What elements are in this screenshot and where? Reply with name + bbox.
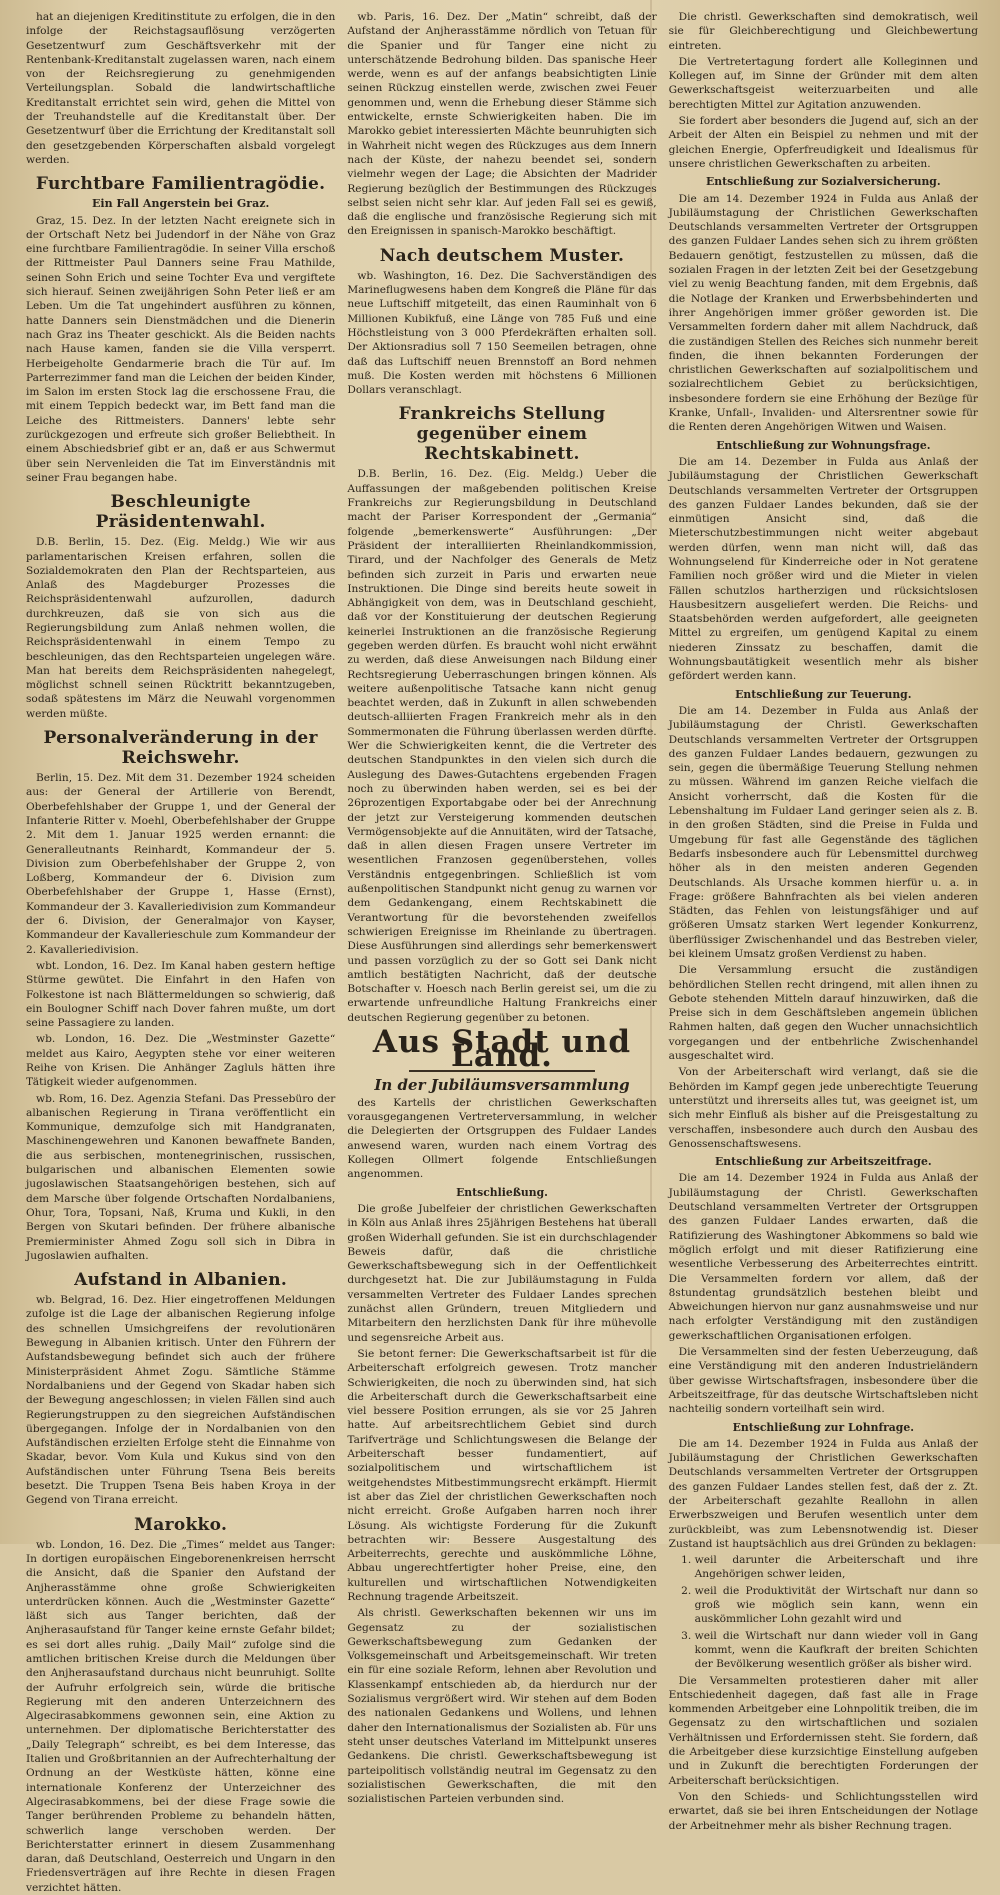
article-headline: Frankreichs Stellung gegenüber einem Rechtskabinett. [398, 404, 606, 465]
section-masthead: Aus Stadt und Land. [372, 1024, 632, 1075]
article-paragraph: D.B. Berlin, 15. Dez. (Eig. Meldg.) Wie wir aus parlamentarischen Kreisen erfahren, sollen die Sozialdemokraten den Plan der Rechtsparteien, aus Anlaß des Magdeburger Prozesses die Reichspräsidentenwahl aufzurollen, dadurch durchkreuzen, daß sie von sich aus die Regierungsbildung zum Anlaß nehmen wollen, die Reichspräsidentenwahl in einem Tempo zu beschleunigen, das den Rechtsparteien ungelegen wäre. Man hat bereits dem Reichspräsidenten nahegelegt, möglichst schnell seinen Rücktritt bekanntzugeben, sodaß spätestens im März die Neuwahl vorgenommen werden müßte. [26, 536, 336, 720]
article-paragraph: hat an diejenigen Kreditinstitute zu erfolgen, die in den infolge der Reichstagsauflösung verzögerten Gesetzentwurf zum Geschäftsverkehr mit der Rentenbank-Kreditanstalt zugelassen waren, nach einem von der Reichsregierung zu genehmigenden Verteilungsplan. Sobald die landwirtschaftliche Kreditanstalt errichtet sein wird, gehen die Mittel von der Treuhandstelle auf die Kreditanstalt über. Der Gesetzentwurf über die Errichtung der Kreditanstalt soll den gesetzgebenden Körperschaften alsbald vorgelegt werden. [26, 11, 336, 166]
list-item: 2. weil die Produktivität der Wirtschaft nur dann so groß wie möglich sein kann, wenn ein auskömmlicher Lohn gezahlt wird und [695, 1584, 978, 1627]
article-paragraph: Die Versammelten protestieren daher mit aller Entschiedenheit dagegen, daß fast alle in Frage kommenden Arbeitgeber eine Lohnpolitik treiben, die im Gegensatz zu den wirtschaftlichen und sozialen Verhältnissen und Erfordernissen steht. Sie fordern, daß die Arbeitgeber diese kurzsichtige Einstellung aufgeben und in Zukunft die berechtigten Forderungen der Arbeiterschaft berücksichtigen. [668, 1674, 978, 1787]
article-paragraph: wb. Washington, 16. Dez. Die Sachverständigen des Marineflugwesens haben dem Kongreß die Pläne für das neue Luftschiff mitgeteilt, das einen Rauminhalt von 6 Millionen Kubikfuß, eine Länge von 785 Fuß und eine Höchstleistung von 3 000 Pferdekräften erhalten soll. Der Aktionsradius soll 7 150 Seemeilen betragen, ohne daß das Luftschiff neuen Brennstoff an Bord nehmen muß. Die Kosten werden mit höchstens 6 Millionen Dollars veranschlagt. [347, 269, 657, 397]
resolution-heading: Entschließung zur Wohnungsfrage. [716, 438, 931, 452]
article-paragraph: Die Versammelten sind der festen Ueberzeugung, daß eine Verständigung mit den anderen Industrieländern über gewisse Wirtschaftsfragen, insbesondere über die Arbeitszeitfrage, für das deutsche Wirtschaftsleben nicht nachteilig sondern vorteilhaft sein wird. [668, 1346, 978, 1416]
article-headline: Furchtbare Familientragödie. [35, 174, 326, 195]
article-paragraph: Die christl. Gewerkschaften sind demokratisch, weil sie für Gleichberechtigung und Gleichbewertung eintreten. [668, 11, 978, 52]
resolution-heading: Entschließung zur Lohnfrage. [732, 1420, 914, 1434]
numbered-list [683, 1553, 978, 1671]
article-headline: Personalveränderung in der Reichswehr. [43, 728, 318, 769]
columns [26, 10, 978, 1894]
article-headline: Nach deutschem Muster. [379, 245, 625, 266]
article-paragraph: Die große Jubelfeier der christlichen Gewerkschaften in Köln aus Anlaß ihres 25jährigen Bestehens hat überall großen Widerhall gefunden. Sie ist ein durchschlagender Beweis dafür, daß die christliche Gewerkschaftsbewegung sich in der Oeffentlichkeit durchgesetzt hat. Die zur Jubiläumstagung in Fulda versammelten Vertreter des Fuldaer Landes sprechen zunächst allen Gründern, treuen Mitgliedern und Mitarbeitern den herzlichsten Dank für ihre mühevolle und segensreiche Arbeit aus. [347, 1202, 657, 1344]
resolution-heading: Entschließung. [456, 1185, 548, 1199]
article-paragraph: Die am 14. Dezember in Fulda aus Anlaß der Jubiläumstagung der Christlichen Gewerkschaft Deutschlands versammelten Vertreter der Ortsgruppen des ganzen Fuldaer Landes bekunden, daß sie der einmütigen Ansicht sind, daß die Mieterschutzbestimmungen nicht weiter abgebaut werden dürfen, wenn man nicht will, daß das Wohnungselend für Kinderreiche oder in Not geratene Familien noch größer wird und die Mieter in vielen Fällen schutzlos hartherzigen und rücksichtslosen Hausbesitzern ausgeliefert werden. Die Reichs- und Staatsbehörden werden aufgefordert, alle geeigneten Mittel zu ergreifen, um genügend Kapital zu einem niederen Zinssatz zu beschaffen, damit die Wohnungsbautätigkeit wesentlich mehr als bisher gefördert werden kann. [668, 455, 978, 683]
article-paragraph: Die am 14. Dezember 1924 in Fulda aus Anlaß der Jubiläumstagung der Christlichen Gewerkschaften Deutschlands versammelten Vertreter der Ortsgruppen des ganzen Fuldaer Landes stellen fest, daß der z. Zt. der Arbeiterschaft gezahlte Reallohn in allen Erwerbszweigen und Berufen wesentlich unter dem zurückbleibt, was zum Lebensnotwendig ist. Dieser Zustand ist hauptsächlich aus drei Gründen zu beklagen: [668, 1437, 978, 1550]
article-headline: Marokko. [134, 1514, 228, 1535]
section-heading: In der Jubiläumsversammlung [374, 1075, 630, 1094]
article-paragraph: Sie betont ferner: Die Gewerkschaftsarbeit ist für die Arbeiterschaft erfolgreich gewesen. Trotz mancher Schwierigkeiten, die noch zu überwinden sind, hat sich die Arbeiterschaft durch die Gewerkschaftsarbeit eine viel bessere Position errungen, als sie vor 25 Jahren hatte. Auf arbeitsrechtlichem Gebiet sind durch Tarifverträge und Schlichtungswesen die Belange der Arbeiterschaft besser fundamentiert, auf sozialpolitischem und wirtschaftlichem ist weitgehendstes Mitbestimmungsrecht erkämpft. Hiermit ist aber das Ziel der christlichen Gewerkschaften noch nicht erreicht. Große Aufgaben harren noch ihrer Lösung. Als wichtigste Forderung für die Zukunft betrachten wir: Bessere Ausgestaltung des Arbeiterrechts, gerechte und auskömmliche Löhne, Abbau ungerechtfertigter hoher Preise, eine, den kulturellen und wirtschaftlichen Notwendigkeiten Rechnung tragende Arbeitszeit. [347, 1347, 657, 1603]
article-headline: Aufstand in Albanien. [74, 1270, 288, 1291]
article-paragraph: des Kartells der christlichen Gewerkschaften vorausgegangenen Vertreterversammlung, in welcher die Delegierten der Ortsgruppen des Fuldaer Landes anwesend waren, wurden nach einem Vortrag des Kollegen Ollmert folgende Entschließungen angenommen. [347, 1096, 657, 1181]
column-1 [26, 10, 336, 1894]
page-crease [650, 0, 652, 1544]
article-headline: Beschleunigte Präsidentenwahl. [95, 492, 266, 533]
column-2 [347, 10, 657, 1806]
column-3 [668, 10, 978, 1832]
article-paragraph: wb. Rom, 16. Dez. Agenzia Stefani. Das Pressebüro der albanischen Regierung in Tirana veröffentlicht ein Kommunique, demzufolge sich mit Handgranaten, Maschinengewehren und Kanonen bewaffnete Banden, die aus serbischen, montenegrinischen, russischen, bulgarischen und albanischen Elementen sowie jugoslawischen Staatsangehörigen bestehen, sich auf dem Marsche über folgende Ortschaften Nordalbaniens, Ohur, Tora, Topsani, Naß, Kruma und Kukli, in den Bergen von Skutari befinden. Der frühere albanische Premierminister Ahmed Zogu soll sich in Dibra in Jugoslawien aufhalten. [26, 1092, 336, 1262]
list-item: 3. weil die Wirtschaft nur dann wieder voll in Gang kommt, wenn die Kaufkraft der breiten Schichten der Bevölkerung wesentlich größer als bisher wird. [695, 1629, 978, 1672]
article-paragraph: Graz, 15. Dez. In der letzten Nacht ereignete sich in der Ortschaft Netz bei Judendorf in der Nähe von Graz eine furchtbare Familientragödie. In seiner Villa erschoß der Rittmeister Paul Danners seine Frau Mathilde, seinen Sohn Erich und seine Tochter Eva und vergiftete sich hierauf. Seinen zweijährigen Sohn Peter ließ er am Leben. Um die Tat ungehindert ausführen zu können, hatte Danners sein Dienstmädchen und die Dienerin nach Graz ins Theater geschickt. Als die Beiden nachts nach Hause kamen, fanden sie die Villa versperrt. Herbeigeholte Gendarmerie brach die Tür auf. Im Parterrezimmer fand man die Leichen der beiden Kinder, im Salon im ersten Stock lag die erschossene Frau, die mit einem Teppich bedeckt war, im Bett fand man die Leiche des Rittmeisters. Danners' lebte sehr zurückgezogen und erfreute sich großer Beliebtheit. In einem Abschiedsbrief gibt er an, daß er aus Schwermut über sein Nervenleiden die Tat im Einverständnis mit seiner Frau begangen habe. [26, 214, 336, 484]
article-paragraph: Von der Arbeiterschaft wird verlangt, daß sie die Behörden im Kampf gegen jede unberechtigte Teuerung unterstützt und ihrerseits alles tut, was geeignet ist, um sich mehr Einfluß als bisher auf die Preisgestaltung zu verschaffen, insbesondere auch durch den Ausbau des Genossenschaftswesens. [668, 1066, 978, 1150]
article-paragraph: Als christl. Gewerkschaften bekennen wir uns im Gegensatz zu der sozialistischen Gewerkschaftsbewegung zum Gedanken der Volksgemeinschaft und Arbeitsgemeinschaft. Wir treten ein für eine soziale Reform, lehnen aber Revolution und Klassenkampf entschieden ab, da hierdurch nur der Sozialismus vergrößert wird. Wir stehen auf dem Boden des nationalen Gedankens und Wollens, und lehnen daher den Internationalismus der Sozialisten ab. Für uns steht unser deutsches Vaterland im Mittelpunkt unseres Gedankens. Die christl. Gewerkschaftsbewegung ist parteipolitisch vollständig neutral im Gegensatz zu den sozialistischen Gewerkschaften, die mit den sozialistischen Parteien verbunden sind. [347, 1607, 657, 1806]
article-paragraph: Berlin, 15. Dez. Mit dem 31. Dezember 1924 scheiden aus: der General der Artillerie von Berendt, Oberbefehlshaber der Gruppe 1, und der General der Infanterie Ritter v. Moehl, Oberbefehlshaber der Gruppe 2. Mit dem 1. Januar 1925 werden ernannt: die Generalleutnants Reinhardt, Kommandeur der 5. Division zum Oberbefehlshaber der Gruppe 2, von Loßberg, Kommandeur der 6. Division zum Oberbefehlshaber der Gruppe 1, Hasse (Ernst), Kommandeur der 3. Kavalleriedivision zum Kommandeur der 6. Division, der Generalmajor von Kayser, Kommandeur der Kavallerieschule zum Kommandeur der 2. Kavalleriedivision. [26, 772, 336, 956]
resolution-heading: Entschließung zur Teuerung. [735, 687, 912, 701]
article-paragraph: Die Versammlung ersucht die zuständigen behördlichen Stellen recht dringend, mit allen ihnen zu Gebote stehenden Mitteln darauf hinzuwirken, daß die Preise sich in dem Geschäftsleben angemein üblichen Rahmen halten, daß gegen den Wucher unnachsichtlich vorgegangen und der entbehrliche Zwischenhandel ausgeschaltet wird. [668, 964, 978, 1063]
article-paragraph: D.B. Berlin, 16. Dez. (Eig. Meldg.) Ueber die Auffassungen der maßgebenden politischen Kreise Frankreichs zur Regierungsbildung in Deutschland macht der Pariser Korrespondent der „Germania“ folgende „bemerkenswerte“ Ausführungen: „Der Präsident der interalliierten Rheinlandkommission, Tirard, und der Nachfolger des Generals de Metz befinden sich zurzeit in Paris und erwarten neue Instruktionen. Die Dinge sind bereits heute soweit in Abhängigkeit von dem, was in Deutschland geschieht, daß vor der Konstituierung der deutschen Regierung keinerlei Instruktionen an die französische Regierung gegeben werden dürfen. Es braucht wohl nicht erwähnt zu werden, daß diese Anweisungen nach Bildung einer Rechtsregierung Ueberraschungen bringen können. Als weitere außenpolitische Tatsache kann nicht genug beachtet werden, daß in Zukunft in allen schwebenden deutsch-alliierten Fragen Frankreich mehr als in den Sommermonaten die Führung überlassen werden dürfte. Wer die Schwierigkeiten kennt, die die Vertreter des deutschen Standpunktes in den vielen sich durch die Auslegung des Dawes-Gutachtens ergebenden Fragen noch zu überwinden haben werden, sei es bei der 26prozentigen Exportabgabe oder bei der Anrechnung der jetzt zur Versteigerung kommenden deutschen Vermögensobjekte auf die Annuitäten, wird der Tatsache, daß in allen diesen Fragen unsere Vertreter im wesentlichen Franzosen gegenüberstehen, volles Verständnis entgegenbringen. Schließlich ist vom außenpolitischen Standpunkt nicht genug zu warnen vor dem Gedankengang, einem Rechtskabinett die Verantwortung für die bevorstehenden zweifellos schwierigen Ereignisse im Rheinlande zu übertragen. Diese Ausführungen sind allerdings sehr bemerkenswert und passen vorzüglich zu der so Gott sei Dank nicht amtlich bestätigten Nachricht, daß der deutsche Botschafter v. Hoesch nach Berlin gereist sei, um die zu erwartende unfreundliche Haltung Frankreichs einer deutschen Regierung gegenüber zu betonen. [347, 468, 657, 1024]
article-paragraph: wb. London, 16. Dez. Die „Westminster Gazette“ meldet aus Kairo, Aegypten stehe vor einer weiteren Reihe von Krisen. Die Anhänger Zagluls hätten ihre Tätigkeit wieder aufgenommen. [26, 1033, 336, 1089]
article-paragraph: Die Vertretertagung fordert alle Kolleginnen und Kollegen auf, im Sinne der Gründer mit dem alten Gewerkschaftsgeist weiterzuarbeiten und alle berechtigten Mittel zur Agitation anzuwenden. [668, 55, 978, 111]
article-paragraph: Die am 14. Dezember in Fulda aus Anlaß der Jubiläumstagung der Christl. Gewerkschaften Deutschlands versammelten Vertreter der Ortsgruppen des ganzen Fuldaer Landes bedauern, gezwungen zu sein, gegen die übermäßige Teuerung Stellung nehmen zu müssen. Während im ganzen Reiche vielfach die Ansicht vorherrscht, daß die Kosten für die Lebenshaltung im Fuldaer Land geringer seien als z. B. in den großen Städten, sind die Preise in Fulda und Umgebung für fast alle Gegenstände des täglichen Bedarfs insbesondere auch für Lebensmittel durchweg höher als in den meisten anderen Gegenden Deutschlands. Als Ursache kommen hierfür u. a. in Frage: größere Bahnfrachten als bei vielen anderen Städten, das Fehlen von leistungsfähiger und auf größeren Umsatz starken Wert legender Konkurrenz, überflüssiger Zwischenhandel und das Bestreben vieler, bei kleinem Umsatz großen Verdienst zu haben. [668, 704, 978, 960]
article-paragraph: Die am 14. Dezember 1924 in Fulda aus Anlaß der Jubiläumstagung der Christl. Gewerkschaften Deutschland versammelten Vertreter der Ortsgruppen des ganzen Fuldaer Landes erwarten, daß die Ratifizierung des Washingtoner Abkommens so bald wie möglich erfolgt und mit dieser Ratifizierung eine wesentliche Verbesserung des Arbeiterrechtes eintritt. Die Versammelten fordern vor allem, daß der 8stundentag grundsätzlich bestehen bleibt und Abweichungen hiervon nur ganz ausnahmsweise und nur nach erfolgter Verständigung mit den zuständigen gewerkschaftlichen Organisationen erfolgen. [668, 1172, 978, 1342]
article-paragraph: Von den Schieds- und Schlichtungsstellen wird erwartet, daß sie bei ihren Entscheidungen der Notlage der Arbeitnehmer mehr als bisher Rechnung tragen. [668, 1790, 978, 1832]
article-paragraph: Die am 14. Dezember 1924 in Fulda aus Anlaß der Jubiläumstagung der Christlichen Gewerkschaften Deutschlands versammelten Vertreter der Ortsgruppen des ganzen Fuldaer Landes sehen sich zu ihrem größten Bedauern genötigt, festzustellen zu müssen, daß die sozialen Fragen in der letzten Zeit bei der Gesetzgebung viel zu wenig Beachtung fanden, mit dem Ergebnis, daß die Notlage der Kranken und Erwerbsbehinderten und ihrer Angehörigen immer größer geworden ist. Die Versammelten fordern daher mit allem Nachdruck, daß die zuständigen Stellen des Reiches sich nunmehr bereit finden, die ihnen bekannten Forderungen der christlichen Gewerkschaften auf sozialpolitischem und sozialrechtlichem Gebiet zu berücksichtigen, insbesondere fordern sie eine Erhöhung der Bezüge für Kranke, Unfall-, Invaliden- und Altersrentner sowie für die Renten deren Angehörigen Witwen und Waisen. [668, 192, 978, 434]
article-paragraph: wb. Belgrad, 16. Dez. Hier eingetroffenen Meldungen zufolge ist die Lage der albanischen Regierung infolge des schnellen Umsichgreifens der revolutionären Bewegung in Albanien kritisch. Unter den Führern der Aufstandsbewegung befindet sich auch der frühere Ministerpräsident Ahmet Zogu. Sämtliche Stämme Nordalbaniens und der Gegend von Skadar haben sich der Bewegung angeschlossen; in vielen Fällen sind auch Regierungstruppen zu den siegreichen Aufständischen übergegangen. Infolge der in Nordalbanien von den Aufständischen erzielten Erfolge steht die Einnahme von Skadar, bevor. Vom Kula und Kukus sind von den Aufständischen unter Führung Tsena Beis bereits besetzt. Die Truppen Tsena Beis haben Kroya in der Gegend von Tirana erreicht. [26, 1294, 336, 1507]
article-paragraph: wbt. London, 16. Dez. Im Kanal haben gestern heftige Stürme gewütet. Die Einfahrt in den Hafen von Folkestone ist nach Blättermeldungen so schwierig, daß ein Boulogner Schiff nach Dover fahren mußte, um dort seine Passagiere zu landen. [26, 959, 336, 1030]
article-subheadline: Ein Fall Angerstein bei Graz. [92, 197, 270, 211]
list-item: 1. weil darunter die Arbeiterschaft und ihre Angehörigen schwer leiden, [695, 1553, 978, 1582]
resolution-heading: Entschließung zur Sozialversicherung. [706, 175, 941, 189]
article-paragraph: wb. Paris, 16. Dez. Der „Matin“ schreibt, daß der Aufstand der Anjherasstämme nördlich von Tetuan für die Spanier und für Tanger eine nicht zu unterschätzende Bedrohung bilden. Das spanische Heer werde, wenn es auf der anfangs beabsichtigten Linie seinen Rückzug einstellen werde, zwischen zwei Feuer genommen und, wenn die Erhebung dieser Stämme sich entwickelte, ernste Schwierigkeiten haben. Die im Marokko gebiet interessierten Mächte beunruhigten sich in Wahrheit nicht wegen des Rückzuges aus dem Innern nach der Küste, der nahezu beendet sei, sondern vielmehr wegen der Lage; die Absichten der Madrider Regierung bezüglich der Bestimmungen des Rückzuges selbst seien nicht sehr klar. Auf jeden Fall sei es gewiß, daß die englische und französische Regierung sich mit den Ereignissen in spanisch-Marokko beschäftigt. [347, 11, 657, 238]
resolution-heading: Entschließung zur Arbeitszeitfrage. [715, 1155, 932, 1169]
article-paragraph: wb. London, 16. Dez. Die „Times“ meldet aus Tanger: In dortigen europäischen Eingeborenenkreisen herrscht die Ansicht, daß die Spanier den Aufstand der Anjherasstämme ohne große Schwierigkeiten unterdrücken können. Auch die „Westminster Gazette“ läßt sich aus Tanger berichten, daß der Anjherasaufstand für Tanger keine ernste Gefahr bildet; es sei dort alles ruhig. „Daily Mail“ zufolge sind die amtlichen britischen Kreise durch die Meldungen über den Anjherasaufstand durchaus nicht beunruhigt. Sollte der Aufruhr erfolgreich sein, würde die britische Regierung mit den anderen Unterzeichnern des Algecirasabkommens gewonnen sein, eine Aktion zu unternehmen. Der diplomatische Berichterstatter des „Daily Telegraph“ schreibt, es bei dem Interesse, das Italien und Großbritannien an der Aufrechterhaltung der Ordnung an der Westküste hätten, könne eine internationale Konferenz der Unterzeichner des Algecirasabkommens, bei der diese Frage sowie die Tanger berührenden Probleme zu behandeln hätten, schwerlich lange verschoben werden. Der Berichterstatter erinnert in diesem Zusammenhang daran, daß Deutschland, Oesterreich und Ungarn in den Friedensverträgen auf ihre Rechte in diesen Fragen verzichtet hätten. [26, 1538, 336, 1894]
article-paragraph: Sie fordert aber besonders die Jugend auf, sich an der Arbeit der Alten ein Beispiel zu nehmen und mit der gleichen Energie, Opferfreudigkeit und Idealismus für unsere christlichen Gewerkschaften zu arbeiten. [668, 115, 978, 170]
